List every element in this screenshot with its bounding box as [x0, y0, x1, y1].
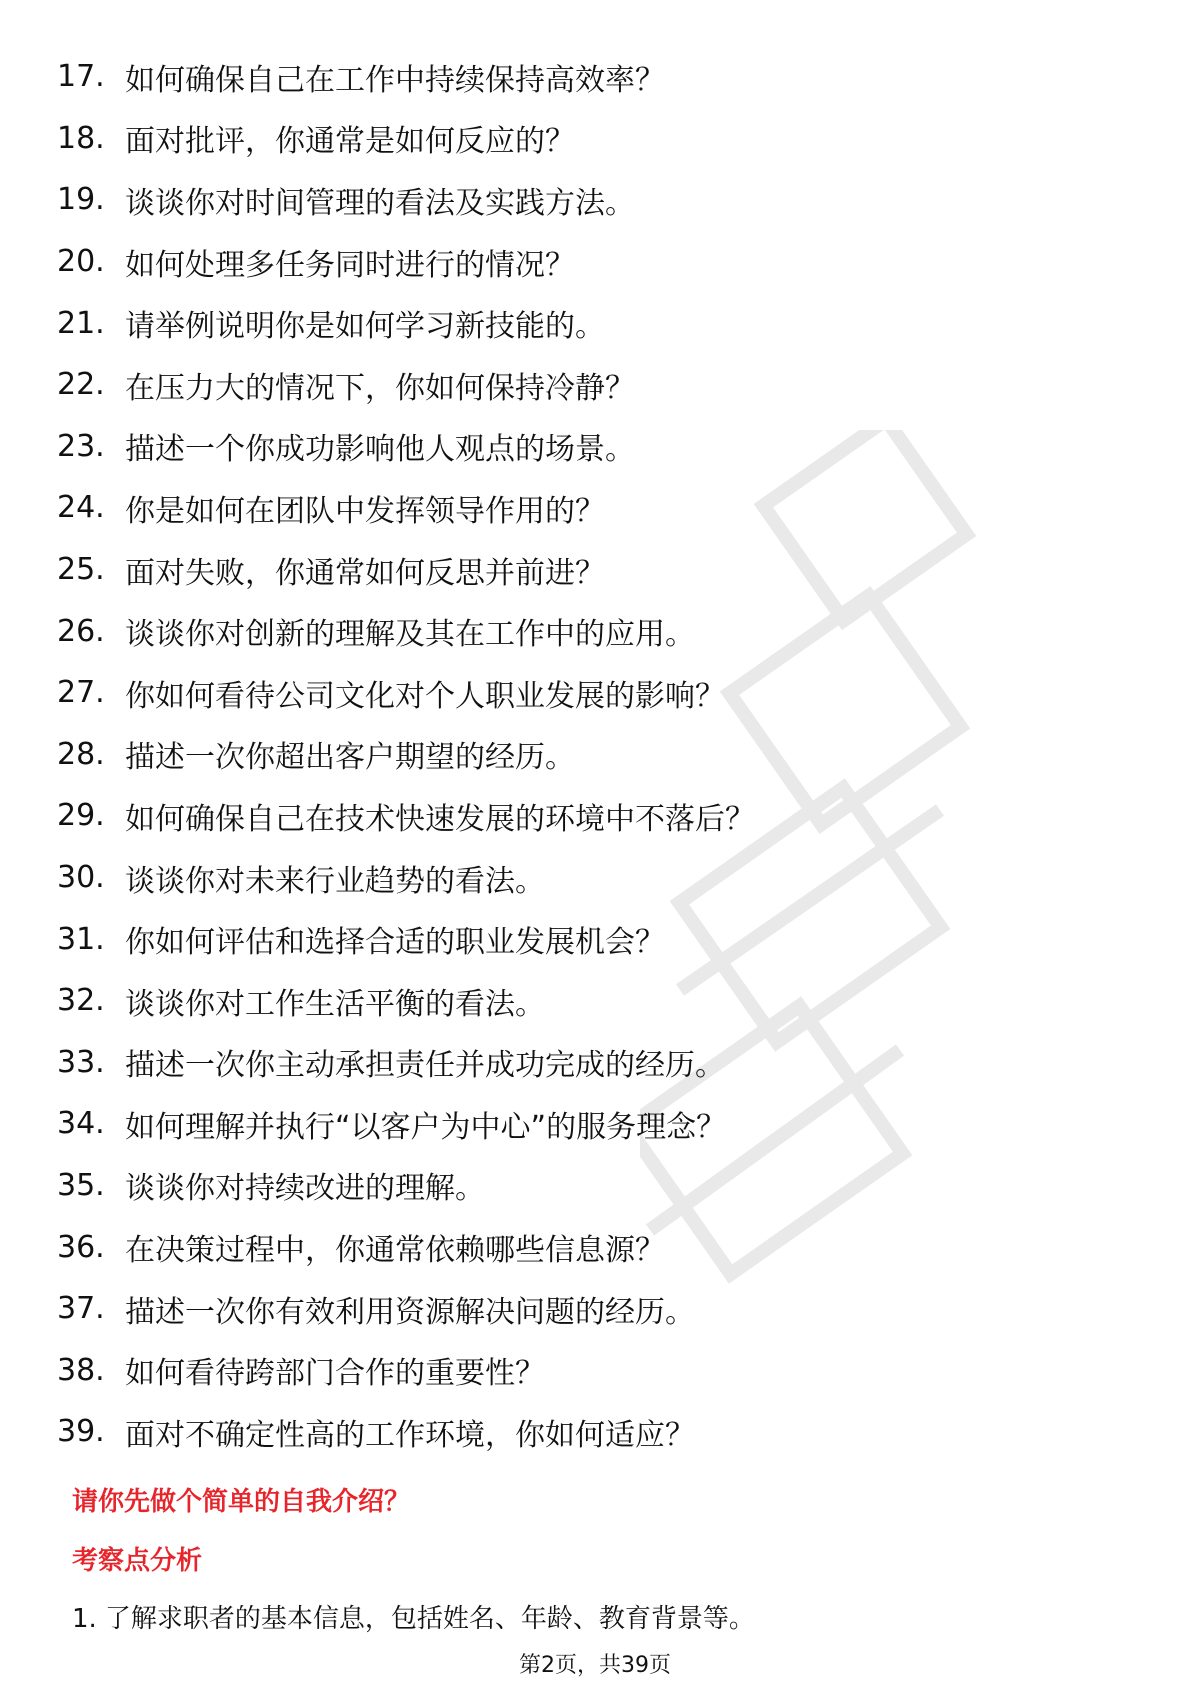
- question-text: 谈谈你对持续改进的理解。: [125, 1171, 485, 1207]
- question-item: [57, 1278, 755, 1340]
- question-number: 27.: [57, 675, 105, 711]
- question-item: [57, 354, 755, 416]
- question-number: 30.: [57, 860, 105, 896]
- question-item: [57, 908, 755, 970]
- question-text: 如何确保自己在技术快速发展的环境中不落后？: [125, 801, 755, 837]
- question-text: 描述一次你主动承担责任并成功完成的经历。: [125, 1048, 725, 1084]
- question-text: 请举例说明你是如何学习新技能的。: [125, 309, 605, 345]
- question-text: 如何看待跨部门合作的重要性？: [125, 1356, 545, 1392]
- question-number: 33.: [57, 1044, 105, 1080]
- question-item: [57, 108, 755, 170]
- question-text: 你如何评估和选择合适的职业发展机会？: [125, 925, 665, 961]
- question-text: 谈谈你对时间管理的看法及实践方法。: [125, 185, 635, 221]
- question-item: [57, 231, 755, 293]
- question-number: 34.: [57, 1106, 105, 1142]
- question-number: 31.: [57, 921, 105, 957]
- question-item: [57, 724, 755, 786]
- question-item: [57, 1155, 755, 1217]
- question-number: 22.: [57, 367, 105, 403]
- question-list: [57, 46, 755, 1463]
- question-text: 如何处理多任务同时进行的情况？: [125, 247, 575, 283]
- question-text: 面对批评，你通常是如何反应的？: [125, 124, 575, 160]
- question-number: 29.: [57, 798, 105, 834]
- question-item: [57, 1401, 755, 1463]
- question-number: 28.: [57, 736, 105, 772]
- question-number: 26.: [57, 613, 105, 649]
- question-text: 在压力大的情况下，你如何保持冷静？: [125, 370, 635, 406]
- question-text: 如何理解并执行“以客户为中心”的服务理念？: [125, 1109, 727, 1145]
- question-item: [57, 1032, 755, 1094]
- question-text: 描述一次你有效利用资源解决问题的经历。: [125, 1294, 695, 1330]
- question-item: [57, 292, 755, 354]
- question-text: 面对不确定性高的工作环境，你如何适应？: [125, 1417, 695, 1453]
- question-text: 谈谈你对工作生活平衡的看法。: [125, 986, 545, 1022]
- question-item: [57, 46, 755, 108]
- question-text: 你是如何在团队中发挥领导作用的？: [125, 493, 605, 529]
- question-text: 谈谈你对未来行业趋势的看法。: [125, 863, 545, 899]
- question-item: [57, 1093, 755, 1155]
- question-text: 如何确保自己在工作中持续保持高效率？: [125, 62, 665, 98]
- question-number: 17.: [57, 59, 105, 95]
- question-item: [57, 416, 755, 478]
- question-number: 36.: [57, 1229, 105, 1265]
- question-text: 描述一个你成功影响他人观点的场景。: [125, 432, 635, 468]
- question-number: 18.: [57, 120, 105, 156]
- question-number: 25.: [57, 552, 105, 588]
- analysis-point-number: 1.: [72, 1604, 97, 1634]
- question-text: 你如何看待公司文化对个人职业发展的影响？: [125, 678, 725, 714]
- page-footer: 第2页，共39页: [519, 1653, 671, 1678]
- question-text: 面对失败，你通常如何反思并前进？: [125, 555, 605, 591]
- question-item: [57, 1339, 755, 1401]
- section-question-title: 请你先做个简单的自我介绍？: [72, 1487, 411, 1517]
- question-item: [57, 539, 755, 601]
- question-number: 24.: [57, 490, 105, 526]
- question-number: 39.: [57, 1414, 105, 1450]
- question-number: 23.: [57, 428, 105, 464]
- question-item: [57, 970, 755, 1032]
- question-number: 35.: [57, 1167, 105, 1203]
- question-item: [57, 169, 755, 231]
- question-item: [57, 1216, 755, 1278]
- question-item: [57, 662, 755, 724]
- question-number: 38.: [57, 1352, 105, 1388]
- section-analysis-title: 考察点分析: [72, 1546, 203, 1576]
- question-text: 在决策过程中，你通常依赖哪些信息源？: [125, 1233, 665, 1269]
- question-number: 19.: [57, 182, 105, 218]
- analysis-point: [72, 1598, 755, 1635]
- question-number: 37.: [57, 1291, 105, 1327]
- question-item: [57, 477, 755, 539]
- question-number: 32.: [57, 983, 105, 1019]
- question-item: [57, 600, 755, 662]
- analysis-point-text: 了解求职者的基本信息，包括姓名、年龄、教育背景等。: [104, 1604, 755, 1634]
- question-item: [57, 847, 755, 909]
- question-item: [57, 785, 755, 847]
- question-text: 描述一次你超出客户期望的经历。: [125, 740, 575, 776]
- question-number: 21.: [57, 305, 105, 341]
- question-text: 谈谈你对创新的理解及其在工作中的应用。: [125, 617, 695, 653]
- question-number: 20.: [57, 244, 105, 280]
